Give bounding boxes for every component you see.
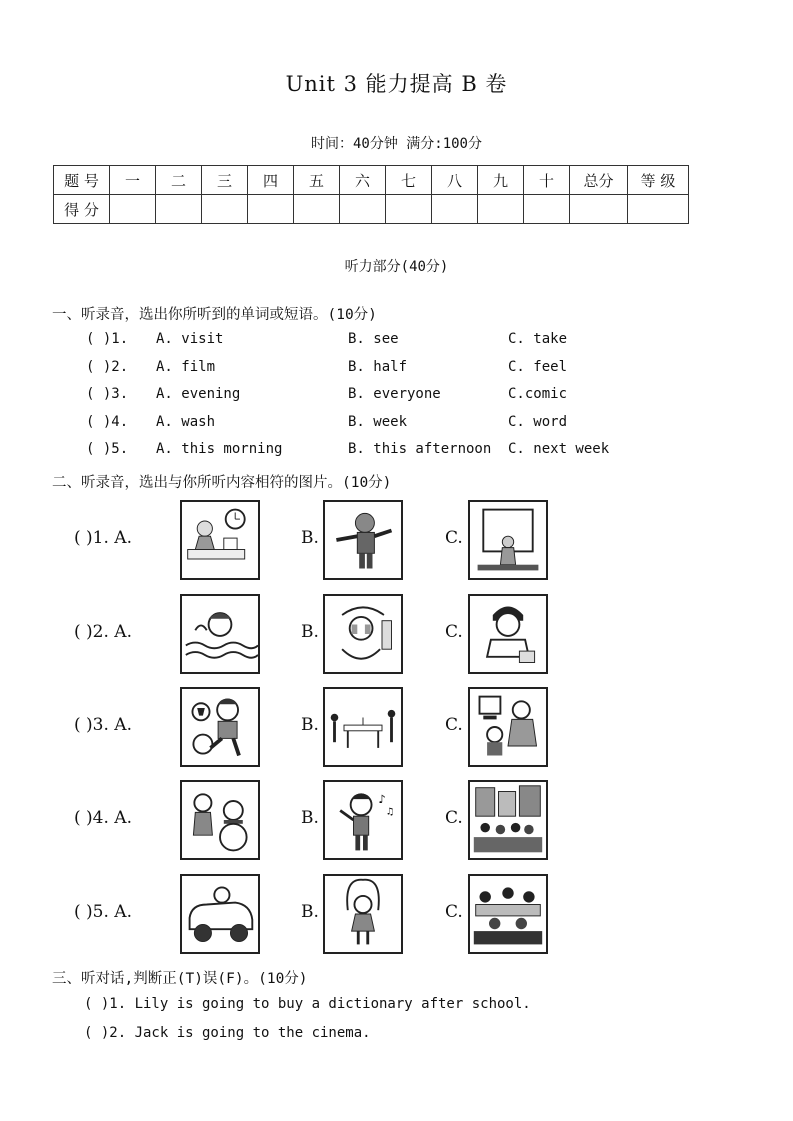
option-c: C. word [508, 414, 568, 430]
boy-stretching-icon[interactable] [323, 500, 403, 580]
option-b: B. see [348, 331, 399, 347]
option-c-label: C. [445, 715, 463, 735]
classroom-group-icon[interactable] [468, 874, 548, 954]
score-input-cell[interactable] [478, 195, 524, 224]
score-table-header-row [54, 166, 689, 195]
question-number[interactable]: ( )3. A. [74, 715, 132, 735]
part1-heading: 一、听录音，选出你所听到的单词或短语。(10分) [52, 307, 377, 323]
score-input-cell[interactable] [570, 195, 628, 224]
option-a: A. film [156, 359, 216, 375]
boy-swimming-icon[interactable] [180, 594, 260, 674]
score-input-cell[interactable] [432, 195, 478, 224]
option-b: B. everyone [348, 386, 441, 402]
question-number[interactable]: ( )1. [86, 331, 129, 347]
score-input-cell[interactable] [386, 195, 432, 224]
score-table [53, 165, 689, 224]
score-cell: 九 [478, 166, 524, 195]
boy-painting-icon[interactable] [468, 594, 548, 674]
street-crowd-icon[interactable] [468, 780, 548, 860]
score-input-cell[interactable] [628, 195, 689, 224]
picture-question-row [70, 687, 590, 769]
option-a: A. visit [156, 331, 224, 347]
score-cell: 十 [524, 166, 570, 195]
question-number[interactable]: ( )4. [86, 414, 129, 430]
score-cell: 七 [386, 166, 432, 195]
score-cell: 四 [248, 166, 294, 195]
score-cell: 一 [110, 166, 156, 195]
picture-question-row [70, 594, 590, 676]
score-input-cell[interactable] [524, 195, 570, 224]
score-cell: 总分 [570, 166, 628, 195]
listening-section-heading: 听力部分(40分) [344, 259, 449, 275]
option-c: C. feel [508, 359, 568, 375]
true-false-item[interactable]: ( )2. Jack is going to the cinema. [84, 1025, 371, 1041]
score-cell: 五 [294, 166, 340, 195]
score-input-cell[interactable] [294, 195, 340, 224]
score-input-cell[interactable] [248, 195, 294, 224]
option-a: A. evening [156, 386, 241, 402]
picture-question-row [70, 500, 590, 582]
option-a: A. wash [156, 414, 216, 430]
family-at-computer-icon[interactable] [468, 687, 548, 767]
puppet-show-icon[interactable] [468, 500, 548, 580]
score-cell: 等 级 [628, 166, 689, 195]
score-row-label: 得 分 [54, 195, 110, 224]
exam-info: 时间：40分钟 满分:100分 [310, 136, 482, 152]
boy-singing-icon[interactable] [323, 780, 403, 860]
score-cell: 八 [432, 166, 478, 195]
option-b-label: B. [301, 528, 319, 548]
question-number[interactable]: ( )4. A. [74, 808, 132, 828]
option-c: C.comic [508, 386, 568, 402]
svg-text:♪: ♪ [378, 791, 386, 806]
part3-heading: 三、听对话,判断正(T)误(F)。(10分) [52, 971, 308, 987]
option-b-label: B. [301, 902, 319, 922]
boy-driving-car-icon[interactable] [180, 874, 260, 954]
option-c-label: C. [445, 528, 463, 548]
kids-making-snowman-icon[interactable] [180, 780, 260, 860]
option-b: B. half [348, 359, 408, 375]
svg-text:♫: ♫ [385, 806, 395, 818]
picture-question-row [70, 874, 590, 956]
question-number[interactable]: ( )5. A. [74, 902, 132, 922]
question-number[interactable]: ( )2. A. [74, 622, 132, 642]
option-c-label: C. [445, 622, 463, 642]
option-b-label: B. [301, 622, 319, 642]
score-cell: 三 [202, 166, 248, 195]
score-cell: 六 [340, 166, 386, 195]
score-input-cell[interactable] [340, 195, 386, 224]
kids-playing-ping-pong-icon[interactable] [323, 687, 403, 767]
option-c-label: C. [445, 808, 463, 828]
question-number[interactable]: ( )2. [86, 359, 129, 375]
score-input-cell[interactable] [110, 195, 156, 224]
true-false-item[interactable]: ( )1. Lily is going to buy a dictionary after school. [84, 996, 531, 1012]
option-b-label: B. [301, 808, 319, 828]
girl-washing-face-icon[interactable] [323, 594, 403, 674]
girl-jumping-rope-icon[interactable] [323, 874, 403, 954]
page-title: Unit 3 能力提高 B 卷 [285, 72, 508, 96]
boy-doing-homework-icon[interactable] [180, 500, 260, 580]
score-cell: 二 [156, 166, 202, 195]
option-c: C. next week [508, 441, 610, 457]
option-b-label: B. [301, 715, 319, 735]
boy-playing-football-icon[interactable] [180, 687, 260, 767]
option-b: B. this afternoon [348, 441, 492, 457]
question-number[interactable]: ( )5. [86, 441, 129, 457]
option-c-label: C. [445, 902, 463, 922]
option-a: A. this morning [156, 441, 283, 457]
score-cell: 题 号 [54, 166, 110, 195]
part2-heading: 二、听录音，选出与你所听内容相符的图片。(10分) [52, 475, 392, 491]
option-c: C. take [508, 331, 568, 347]
question-number[interactable]: ( )1. A. [74, 528, 132, 548]
picture-question-row [70, 780, 590, 862]
score-table-value-row [54, 195, 689, 224]
score-input-cell[interactable] [202, 195, 248, 224]
option-b: B. week [348, 414, 408, 430]
question-number[interactable]: ( )3. [86, 386, 129, 402]
score-input-cell[interactable] [156, 195, 202, 224]
